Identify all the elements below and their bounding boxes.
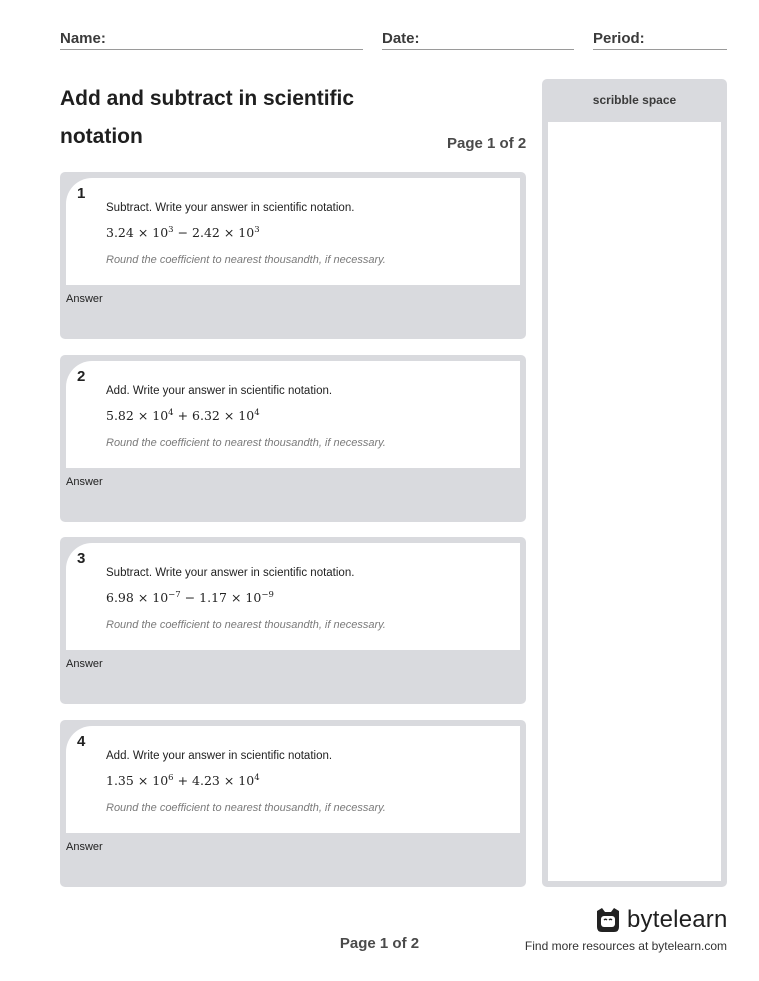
bytelearn-logo <box>594 906 728 934</box>
page-indicator-bottom: Page 1 of 2 <box>339 935 420 952</box>
question-2 <box>60 355 526 522</box>
question-instruction: Add. Write your answer in scientific notation. <box>106 750 333 762</box>
bytelearn-cat-logo-icon <box>594 907 622 933</box>
question-expression: $5.82 \times 10^4 + 6.32 \times 10^4$ <box>106 408 260 423</box>
question-number: 4 <box>77 733 86 750</box>
worksheet-title: Add and subtract in scientific notation <box>60 87 355 148</box>
period-field[interactable] <box>593 30 727 50</box>
answer-label: Answer <box>66 476 103 488</box>
question-card <box>66 726 520 833</box>
question-3 <box>60 537 526 704</box>
question-card <box>66 543 520 650</box>
period-label: Period: <box>593 30 645 47</box>
brand-name: bytelearn <box>627 906 728 933</box>
question-1 <box>60 172 526 339</box>
scribble-label: scribble space <box>592 93 677 107</box>
resources-link[interactable]: Find more resources at bytelearn.com <box>524 939 727 953</box>
name-field[interactable] <box>60 30 363 50</box>
rounding-note: Round the coefficient to nearest thousandth, if necessary. <box>106 802 386 814</box>
question-expression: $3.24 \times 10^3 - 2.42 \times 10^3$ <box>106 225 260 240</box>
page-indicator-top: Page 1 of 2 <box>447 135 527 152</box>
rounding-note: Round the coefficient to nearest thousandth, if necessary. <box>106 254 386 266</box>
question-instruction: Add. Write your answer in scientific notation. <box>106 385 333 397</box>
date-field[interactable] <box>382 30 574 50</box>
date-label: Date: <box>382 30 420 47</box>
name-label: Name: <box>60 30 106 47</box>
scribble-area[interactable] <box>548 122 721 881</box>
question-4 <box>60 720 526 887</box>
scribble-panel <box>542 79 727 887</box>
question-card <box>66 178 520 285</box>
question-expression: $6.98 \times 10^{-7} - 1.17 \times 10^{-9}$ <box>106 590 274 605</box>
answer-label: Answer <box>66 841 103 853</box>
rounding-note: Round the coefficient to nearest thousandth, if necessary. <box>106 619 386 631</box>
question-number: 3 <box>77 550 86 567</box>
question-instruction: Subtract. Write your answer in scientific notation. <box>106 202 355 214</box>
question-card <box>66 361 520 468</box>
question-expression: $1.35 \times 10^6 + 4.23 \times 10^4$ <box>106 773 260 788</box>
question-number: 2 <box>77 368 86 385</box>
rounding-note: Round the coefficient to nearest thousandth, if necessary. <box>106 437 386 449</box>
answer-label: Answer <box>66 658 103 670</box>
question-number: 1 <box>77 185 86 202</box>
answer-label: Answer <box>66 293 103 305</box>
question-instruction: Subtract. Write your answer in scientific notation. <box>106 567 355 579</box>
